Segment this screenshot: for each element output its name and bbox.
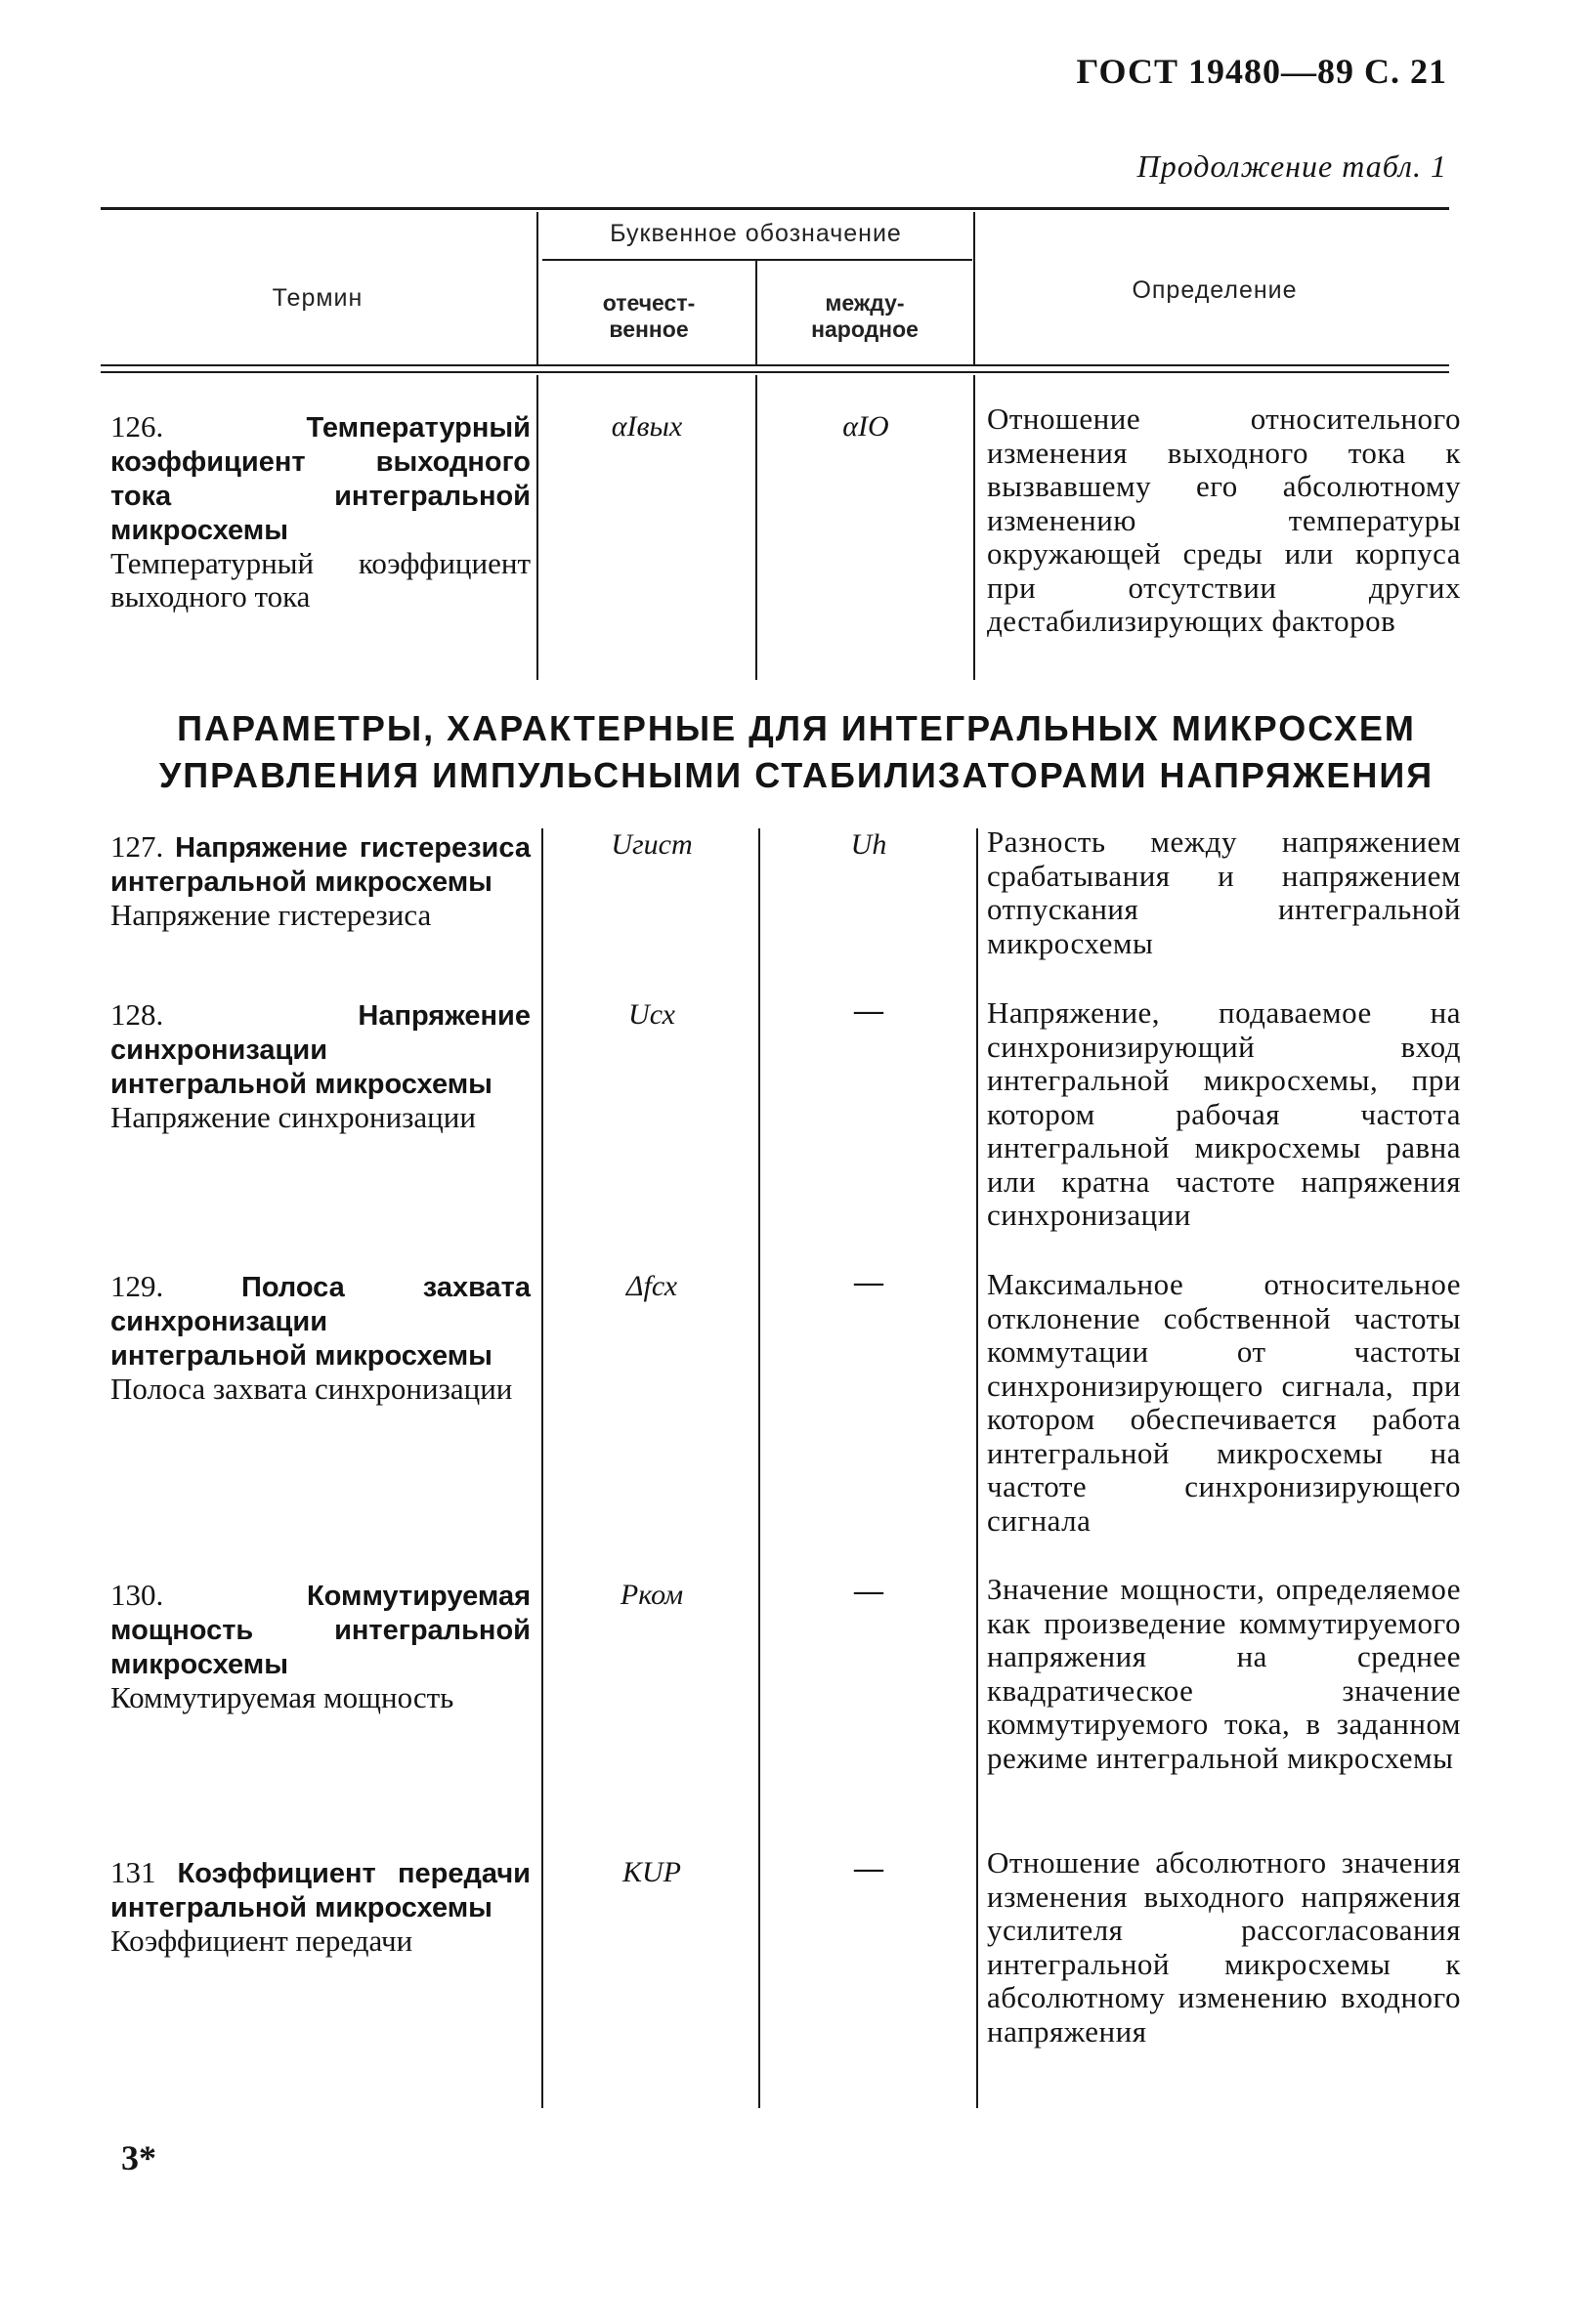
definition-129: Максимальное относительное отклонение собственной частоты коммутации от частоты синхронизирующего сигнала, при котором обеспечивается работа интегральной микросхемы на частоте синхронизирующего сигнала: [987, 1267, 1461, 1538]
term-title: Коэффициент передачи интегральной микросхемы: [110, 1858, 531, 1923]
header-definition: Определение: [1132, 276, 1298, 304]
term-130: [110, 1579, 531, 1714]
column-divider: [976, 828, 978, 2108]
page-mark: 3*: [121, 2138, 156, 2177]
symbol-national: Pком: [620, 1579, 684, 1611]
symbol-international: Uh: [850, 828, 887, 861]
symbol-national: αIвых: [611, 410, 683, 443]
definition-126: Отношение относительного изменения выходного тока к вызвавшему его абсолютному изменению температуры окружающей среды или корпуса при отсутствии других дестабилизирующих факторов: [987, 401, 1461, 638]
symbol-international: αIO: [842, 410, 889, 443]
term-126: [110, 410, 531, 613]
column-divider: [536, 375, 538, 680]
symbol-international: —: [854, 1852, 883, 1884]
header-double-rule: [101, 364, 1449, 373]
page-header: ГОСТ 19480—89 С. 21: [1076, 52, 1447, 91]
header-national: отечест- венное: [602, 290, 696, 342]
column-divider: [541, 828, 543, 2108]
definition-130: Значение мощности, определяемое как произведение коммутируемого напряжения на среднее квадратическое значение коммутируемого тока, в заданном режиме интегральной микросхемы: [987, 1572, 1461, 1775]
table-continuation: Продолжение табл. 1: [1136, 148, 1447, 184]
header-term: Термин: [272, 284, 364, 312]
symbol-national: Δfсх: [625, 1270, 678, 1302]
symbol-international: —: [854, 1266, 883, 1298]
term-title: Напряжение гистерезиса интегральной микросхемы: [110, 832, 531, 898]
term-128: [110, 998, 531, 1134]
term-short: Коммутируемая мощность: [110, 1680, 454, 1714]
table-header: [101, 207, 1449, 376]
header-divider: [536, 212, 538, 364]
column-divider: [758, 828, 760, 2108]
header-divider: [755, 261, 757, 364]
term-number: 131: [110, 1855, 156, 1889]
section-title: ПАРАМЕТРЫ, ХАРАКТЕРНЫЕ ДЛЯ ИНТЕГРАЛЬНЫХ МИКРОСХЕМ УПРАВЛЕНИЯ ИМПУЛЬСНЫМИ СТАБИЛИЗАТОРАМИ НАПРЯЖЕНИЯ: [158, 708, 1434, 795]
term-131: [110, 1856, 531, 1958]
term-title: Напряжение синхронизации интегральной микросхемы: [110, 1000, 531, 1100]
term-short: Коэффициент передачи: [110, 1923, 413, 1958]
term-number: 128.: [110, 997, 164, 1032]
term-title: Полоса захвата синхронизации интегральной микросхемы: [110, 1272, 531, 1372]
symbol-national: Uгист: [611, 828, 693, 861]
header-sub-rule: [542, 259, 972, 261]
column-divider: [755, 375, 757, 680]
term-number: 130.: [110, 1578, 164, 1612]
symbol-international: —: [854, 1575, 883, 1607]
term-short: Температурный коэффициент выходного тока: [110, 546, 531, 613]
term-title: Температурный коэффициент выходного тока интегральной микросхемы: [110, 412, 531, 546]
term-number: 127.: [110, 829, 164, 864]
header-divider: [973, 212, 975, 364]
term-short: Напряжение синхронизации: [110, 1100, 476, 1134]
column-divider: [973, 375, 975, 680]
term-short: Полоса захвата синхронизации: [110, 1372, 513, 1406]
term-129: [110, 1270, 531, 1406]
definition-128: Напряжение, подаваемое на синхронизирующий вход интегральной микросхемы, при котором рабочая частота интегральной микросхемы равна или кратна частоте напряжения синхронизации: [987, 995, 1461, 1232]
term-short: Напряжение гистерезиса: [110, 898, 432, 932]
header-letter-designation: Буквенное обозначение: [610, 220, 902, 247]
term-127: [110, 830, 531, 932]
header-international: между- народное: [811, 290, 919, 342]
definition-131: Отношение абсолютного значения изменения выходного напряжения усилителя рассогласования интегральной микросхемы к абсолютному изменению входного напряжения: [987, 1845, 1461, 2049]
symbol-national: KUP: [622, 1856, 681, 1888]
symbol-national: Uсх: [628, 998, 675, 1031]
term-number: 126.: [110, 409, 164, 444]
symbol-international: —: [854, 994, 883, 1027]
term-title: Коммутируемая мощность интегральной микросхемы: [110, 1581, 531, 1680]
term-number: 129.: [110, 1269, 164, 1303]
definition-127: Разность между напряжением срабатывания и напряжением отпускания интегральной микросхемы: [987, 824, 1461, 960]
